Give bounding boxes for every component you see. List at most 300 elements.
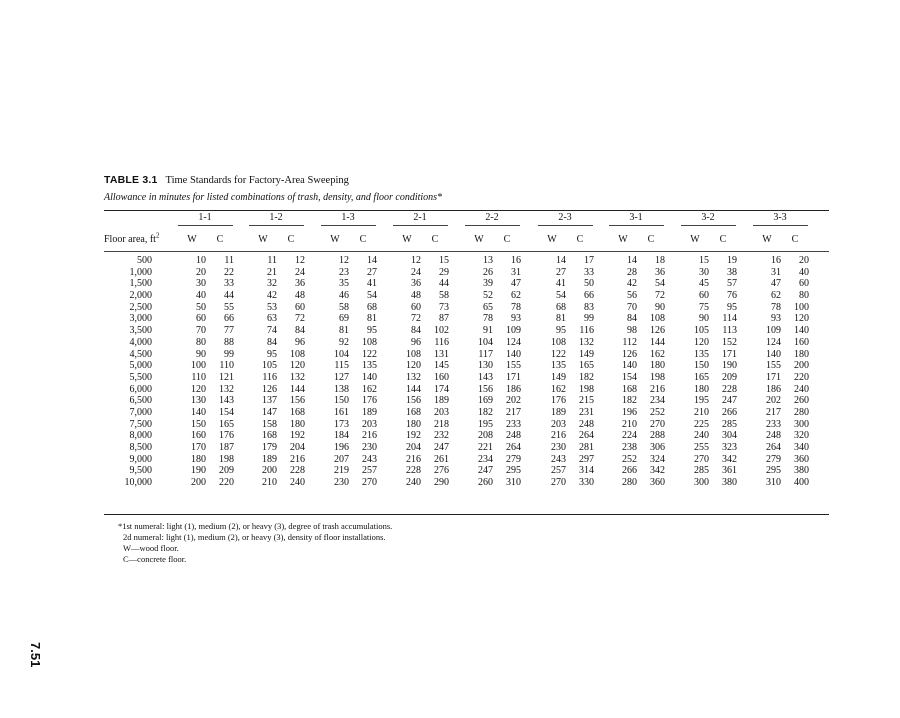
floor-area-cell: 6,500 (129, 395, 152, 407)
value-cell: 248 (506, 430, 521, 442)
value-cell: 36 (411, 278, 421, 290)
table-row (104, 267, 829, 279)
floor-area-cell: 6,000 (129, 383, 152, 395)
value-cell: 180 (794, 348, 809, 360)
value-cell: 33 (584, 266, 594, 278)
table-row (104, 419, 829, 431)
value-cell: 243 (551, 453, 566, 465)
value-cell: 216 (406, 453, 421, 465)
value-cell: 158 (262, 418, 277, 430)
value-cell: 66 (584, 290, 594, 302)
value-cell: 105 (694, 325, 709, 337)
value-cell: 171 (766, 371, 781, 383)
value-cell: 189 (434, 395, 449, 407)
value-cell: 285 (722, 418, 737, 430)
value-cell: 306 (650, 442, 665, 453)
value-cell: 126 (650, 325, 665, 337)
value-cell: 48 (295, 290, 305, 302)
value-cell: 42 (627, 278, 637, 290)
value-cell: 264 (506, 442, 521, 453)
value-cell: 122 (362, 348, 377, 360)
table-row (104, 278, 829, 290)
value-cell: 150 (694, 360, 709, 372)
table-label: TABLE 3.1 (104, 174, 158, 186)
value-cell: 160 (794, 336, 809, 348)
value-cell: 198 (650, 371, 665, 383)
value-cell: 202 (506, 395, 521, 407)
value-cell: 109 (506, 325, 521, 337)
group-header-3-2: 3-2 (701, 212, 715, 223)
floor-area-cell: 10,000 (124, 477, 152, 489)
column-header-wood: W (547, 234, 557, 245)
value-cell: 217 (506, 406, 521, 418)
value-cell: 168 (262, 430, 277, 442)
value-cell: 198 (219, 453, 234, 465)
value-cell: 30 (699, 266, 709, 278)
value-cell: 400 (794, 477, 809, 489)
value-cell: 261 (434, 453, 449, 465)
value-cell: 360 (794, 453, 809, 465)
value-cell: 290 (434, 477, 449, 489)
value-cell: 72 (411, 313, 421, 325)
column-header-concrete: C (719, 234, 727, 245)
value-cell: 120 (406, 360, 421, 372)
value-cell: 180 (191, 453, 206, 465)
value-cell: 320 (794, 430, 809, 442)
value-cell: 40 (196, 290, 206, 302)
floor-area-cell: 3,000 (129, 313, 152, 325)
table-row (104, 360, 829, 372)
table-row (104, 372, 829, 384)
value-cell: 18 (655, 255, 665, 266)
value-cell: 180 (694, 383, 709, 395)
value-cell: 155 (766, 360, 781, 372)
value-cell: 124 (766, 336, 781, 348)
value-cell: 310 (766, 477, 781, 489)
table-row (104, 384, 829, 396)
value-cell: 126 (622, 348, 637, 360)
column-header-wood: W (474, 234, 484, 245)
group-header-1-1: 1-1 (198, 212, 212, 223)
floor-area-cell: 1,000 (129, 266, 152, 278)
value-cell: 323 (722, 442, 737, 453)
value-cell: 130 (191, 395, 206, 407)
value-cell: 144 (406, 383, 421, 395)
column-header-concrete: C (359, 234, 367, 245)
value-cell: 330 (579, 477, 594, 489)
value-cell: 150 (191, 418, 206, 430)
table-row (104, 325, 829, 337)
value-cell: 31 (511, 266, 521, 278)
group-rule (465, 225, 520, 226)
value-cell: 216 (290, 453, 305, 465)
value-cell: 116 (579, 325, 594, 337)
value-cell: 210 (622, 418, 637, 430)
value-cell: 56 (627, 290, 637, 302)
value-cell: 62 (771, 290, 781, 302)
column-header-wood: W (402, 234, 412, 245)
value-cell: 108 (362, 336, 377, 348)
value-cell: 314 (579, 465, 594, 477)
column-header-wood: W (330, 234, 340, 245)
value-cell: 27 (367, 266, 377, 278)
value-cell: 233 (766, 418, 781, 430)
value-cell: 95 (556, 325, 566, 337)
value-cell: 168 (290, 406, 305, 418)
value-cell: 285 (694, 465, 709, 477)
value-cell: 20 (799, 255, 809, 266)
value-cell: 260 (478, 477, 493, 489)
value-cell: 240 (794, 383, 809, 395)
value-cell: 45 (699, 278, 709, 290)
value-cell: 184 (334, 430, 349, 442)
value-cell: 92 (339, 336, 349, 348)
value-cell: 135 (694, 348, 709, 360)
value-cell: 247 (722, 395, 737, 407)
group-header-1-3: 1-3 (341, 212, 355, 223)
column-header-concrete: C (216, 234, 224, 245)
value-cell: 342 (650, 465, 665, 477)
value-cell: 19 (727, 255, 737, 266)
value-cell: 180 (650, 360, 665, 372)
value-cell: 11 (224, 255, 234, 266)
value-cell: 77 (224, 325, 234, 337)
value-cell: 132 (290, 371, 305, 383)
value-cell: 180 (406, 418, 421, 430)
value-cell: 135 (551, 360, 566, 372)
value-cell: 234 (478, 453, 493, 465)
column-header-concrete: C (431, 234, 439, 245)
floor-area-cell: 7,000 (129, 406, 152, 418)
value-cell: 310 (506, 477, 521, 489)
value-cell: 196 (622, 406, 637, 418)
table-row (104, 442, 829, 454)
floor-area-cell: 8,500 (129, 442, 152, 453)
page-number: 7.51 (28, 642, 43, 668)
column-header-concrete: C (287, 234, 295, 245)
value-cell: 210 (262, 477, 277, 489)
value-cell: 170 (191, 442, 206, 453)
value-cell: 41 (556, 278, 566, 290)
value-cell: 140 (506, 348, 521, 360)
group-header-2-1: 2-1 (413, 212, 427, 223)
value-cell: 217 (766, 406, 781, 418)
value-cell: 209 (219, 465, 234, 477)
value-cell: 60 (411, 301, 421, 313)
value-cell: 228 (722, 383, 737, 395)
value-cell: 247 (478, 465, 493, 477)
value-cell: 80 (799, 290, 809, 302)
value-cell: 68 (556, 301, 566, 313)
value-cell: 110 (219, 360, 234, 372)
value-cell: 165 (694, 371, 709, 383)
value-cell: 110 (191, 371, 206, 383)
value-cell: 105 (262, 360, 277, 372)
value-cell: 95 (727, 301, 737, 313)
value-cell: 31 (771, 266, 781, 278)
value-cell: 156 (290, 395, 305, 407)
value-cell: 162 (650, 348, 665, 360)
value-cell: 143 (219, 395, 234, 407)
value-cell: 33 (224, 278, 234, 290)
value-cell: 96 (411, 336, 421, 348)
value-cell: 162 (362, 383, 377, 395)
table-subtitle: Allowance in minutes for listed combinations of trash, density, and floor conditions* (104, 192, 443, 203)
group-rule (609, 225, 664, 226)
value-cell: 176 (362, 395, 377, 407)
value-cell: 30 (196, 278, 206, 290)
table-row (104, 313, 829, 325)
value-cell: 209 (722, 371, 737, 383)
value-cell: 248 (579, 418, 594, 430)
value-cell: 14 (627, 255, 637, 266)
value-cell: 109 (766, 325, 781, 337)
value-cell: 121 (219, 371, 234, 383)
value-cell: 113 (722, 325, 737, 337)
value-cell: 99 (224, 348, 234, 360)
value-cell: 266 (622, 465, 637, 477)
value-cell: 233 (506, 418, 521, 430)
value-cell: 42 (267, 290, 277, 302)
value-cell: 12 (295, 255, 305, 266)
value-cell: 140 (191, 406, 206, 418)
value-cell: 100 (794, 301, 809, 313)
table-row (104, 395, 829, 407)
value-cell: 176 (219, 430, 234, 442)
value-cell: 40 (799, 266, 809, 278)
group-header-3-3: 3-3 (773, 212, 787, 223)
value-cell: 297 (579, 453, 594, 465)
value-cell: 203 (434, 406, 449, 418)
value-cell: 115 (334, 360, 349, 372)
value-cell: 12 (411, 255, 421, 266)
value-cell: 154 (219, 406, 234, 418)
value-cell: 36 (655, 266, 665, 278)
value-cell: 165 (219, 418, 234, 430)
table-row (104, 255, 829, 267)
value-cell: 29 (439, 266, 449, 278)
value-cell: 149 (551, 371, 566, 383)
group-rule (178, 225, 233, 226)
value-cell: 152 (722, 336, 737, 348)
value-cell: 22 (224, 266, 234, 278)
value-cell: 165 (579, 360, 594, 372)
value-cell: 200 (794, 360, 809, 372)
value-cell: 100 (191, 360, 206, 372)
value-cell: 122 (551, 348, 566, 360)
value-cell: 270 (650, 418, 665, 430)
value-cell: 87 (439, 313, 449, 325)
value-cell: 58 (439, 290, 449, 302)
value-cell: 24 (295, 266, 305, 278)
value-cell: 187 (219, 442, 234, 453)
value-cell: 280 (622, 477, 637, 489)
value-cell: 108 (406, 348, 421, 360)
value-cell: 360 (650, 477, 665, 489)
floor-area-cell: 4,000 (129, 336, 152, 348)
value-cell: 220 (794, 371, 809, 383)
value-cell: 108 (650, 313, 665, 325)
value-cell: 174 (434, 383, 449, 395)
value-cell: 104 (334, 348, 349, 360)
value-cell: 120 (290, 360, 305, 372)
table-row (104, 477, 829, 489)
value-cell: 90 (655, 301, 665, 313)
value-cell: 168 (406, 406, 421, 418)
value-cell: 220 (219, 477, 234, 489)
column-header-wood: W (762, 234, 772, 245)
table-footnotes (118, 521, 392, 565)
value-cell: 20 (196, 266, 206, 278)
value-cell: 50 (584, 278, 594, 290)
value-cell: 60 (699, 290, 709, 302)
value-cell: 255 (694, 442, 709, 453)
value-cell: 60 (799, 278, 809, 290)
value-cell: 102 (434, 325, 449, 337)
value-cell: 304 (722, 430, 737, 442)
table-body (104, 255, 829, 489)
value-cell: 252 (622, 453, 637, 465)
value-cell: 300 (794, 418, 809, 430)
floor-area-cell: 2,000 (129, 290, 152, 302)
group-header-3-1: 3-1 (629, 212, 643, 223)
value-cell: 140 (794, 325, 809, 337)
value-cell: 232 (434, 430, 449, 442)
column-header-wood: W (690, 234, 700, 245)
value-cell: 260 (794, 395, 809, 407)
group-header-1-2: 1-2 (269, 212, 283, 223)
value-cell: 24 (411, 266, 421, 278)
table-title: Time Standards for Factory-Area Sweeping (165, 175, 349, 186)
floor-area-cell: 500 (137, 255, 152, 266)
value-cell: 84 (627, 313, 637, 325)
value-cell: 132 (219, 383, 234, 395)
value-cell: 66 (224, 313, 234, 325)
value-cell: 228 (290, 465, 305, 477)
value-cell: 116 (434, 336, 449, 348)
group-rule (321, 225, 376, 226)
value-cell: 104 (478, 336, 493, 348)
table-row (104, 407, 829, 419)
value-cell: 230 (334, 477, 349, 489)
value-cell: 189 (551, 406, 566, 418)
value-cell: 155 (506, 360, 521, 372)
value-cell: 132 (579, 336, 594, 348)
column-header-wood: W (618, 234, 628, 245)
footnote-1: *1st numeral: light (1), medium (2), or heavy (3), degree of trash accumulations. (118, 521, 393, 531)
value-cell: 195 (478, 418, 493, 430)
value-cell: 14 (367, 255, 377, 266)
value-cell: 225 (694, 418, 709, 430)
stub-header-superscript: 2 (155, 231, 160, 240)
value-cell: 68 (367, 301, 377, 313)
value-cell: 257 (551, 465, 566, 477)
value-cell: 340 (794, 442, 809, 453)
value-cell: 140 (766, 348, 781, 360)
value-cell: 264 (579, 430, 594, 442)
floor-area-cell: 4,500 (129, 348, 152, 360)
value-cell: 26 (483, 266, 493, 278)
value-cell: 32 (267, 278, 277, 290)
value-cell: 120 (694, 336, 709, 348)
value-cell: 180 (290, 418, 305, 430)
value-cell: 140 (362, 371, 377, 383)
value-cell: 224 (622, 430, 637, 442)
value-cell: 380 (722, 477, 737, 489)
value-cell: 84 (411, 325, 421, 337)
value-cell: 216 (551, 430, 566, 442)
value-cell: 116 (262, 371, 277, 383)
value-cell: 47 (511, 278, 521, 290)
value-cell: 204 (406, 442, 421, 453)
value-cell: 95 (267, 348, 277, 360)
value-cell: 200 (262, 465, 277, 477)
value-cell: 231 (579, 406, 594, 418)
value-cell: 60 (196, 313, 206, 325)
value-cell: 95 (367, 325, 377, 337)
value-cell: 176 (551, 395, 566, 407)
value-cell: 10 (196, 255, 206, 266)
value-cell: 143 (478, 371, 493, 383)
table-row (104, 430, 829, 442)
value-cell: 62 (511, 290, 521, 302)
value-cell: 54 (556, 290, 566, 302)
value-cell: 13 (483, 255, 493, 266)
value-cell: 15 (699, 255, 709, 266)
column-header-wood: W (258, 234, 268, 245)
value-cell: 38 (727, 266, 737, 278)
value-cell: 58 (339, 301, 349, 313)
value-cell: 218 (434, 418, 449, 430)
table-row (104, 290, 829, 302)
value-cell: 162 (551, 383, 566, 395)
value-cell: 52 (483, 290, 493, 302)
value-cell: 240 (694, 430, 709, 442)
value-cell: 186 (766, 383, 781, 395)
table-caption (104, 170, 834, 203)
floor-area-cell: 9,000 (129, 453, 152, 465)
table-row (104, 302, 829, 314)
value-cell: 70 (627, 301, 637, 313)
value-cell: 196 (334, 442, 349, 453)
value-cell: 203 (551, 418, 566, 430)
value-cell: 69 (339, 313, 349, 325)
value-cell: 230 (362, 442, 377, 453)
value-cell: 243 (362, 453, 377, 465)
value-cell: 27 (556, 266, 566, 278)
value-cell: 234 (650, 395, 665, 407)
value-cell: 57 (727, 278, 737, 290)
value-cell: 23 (339, 266, 349, 278)
value-cell: 55 (224, 301, 234, 313)
value-cell: 112 (622, 336, 637, 348)
value-cell: 81 (556, 313, 566, 325)
table-row (104, 349, 829, 361)
value-cell: 147 (262, 406, 277, 418)
value-cell: 190 (722, 360, 737, 372)
value-cell: 160 (434, 371, 449, 383)
value-cell: 35 (339, 278, 349, 290)
value-cell: 90 (196, 348, 206, 360)
value-cell: 288 (650, 430, 665, 442)
value-cell: 161 (334, 406, 349, 418)
value-cell: 14 (556, 255, 566, 266)
value-cell: 266 (722, 406, 737, 418)
floor-area-cell: 8,000 (129, 430, 152, 442)
column-header-concrete: C (647, 234, 655, 245)
value-cell: 126 (262, 383, 277, 395)
value-cell: 54 (655, 278, 665, 290)
